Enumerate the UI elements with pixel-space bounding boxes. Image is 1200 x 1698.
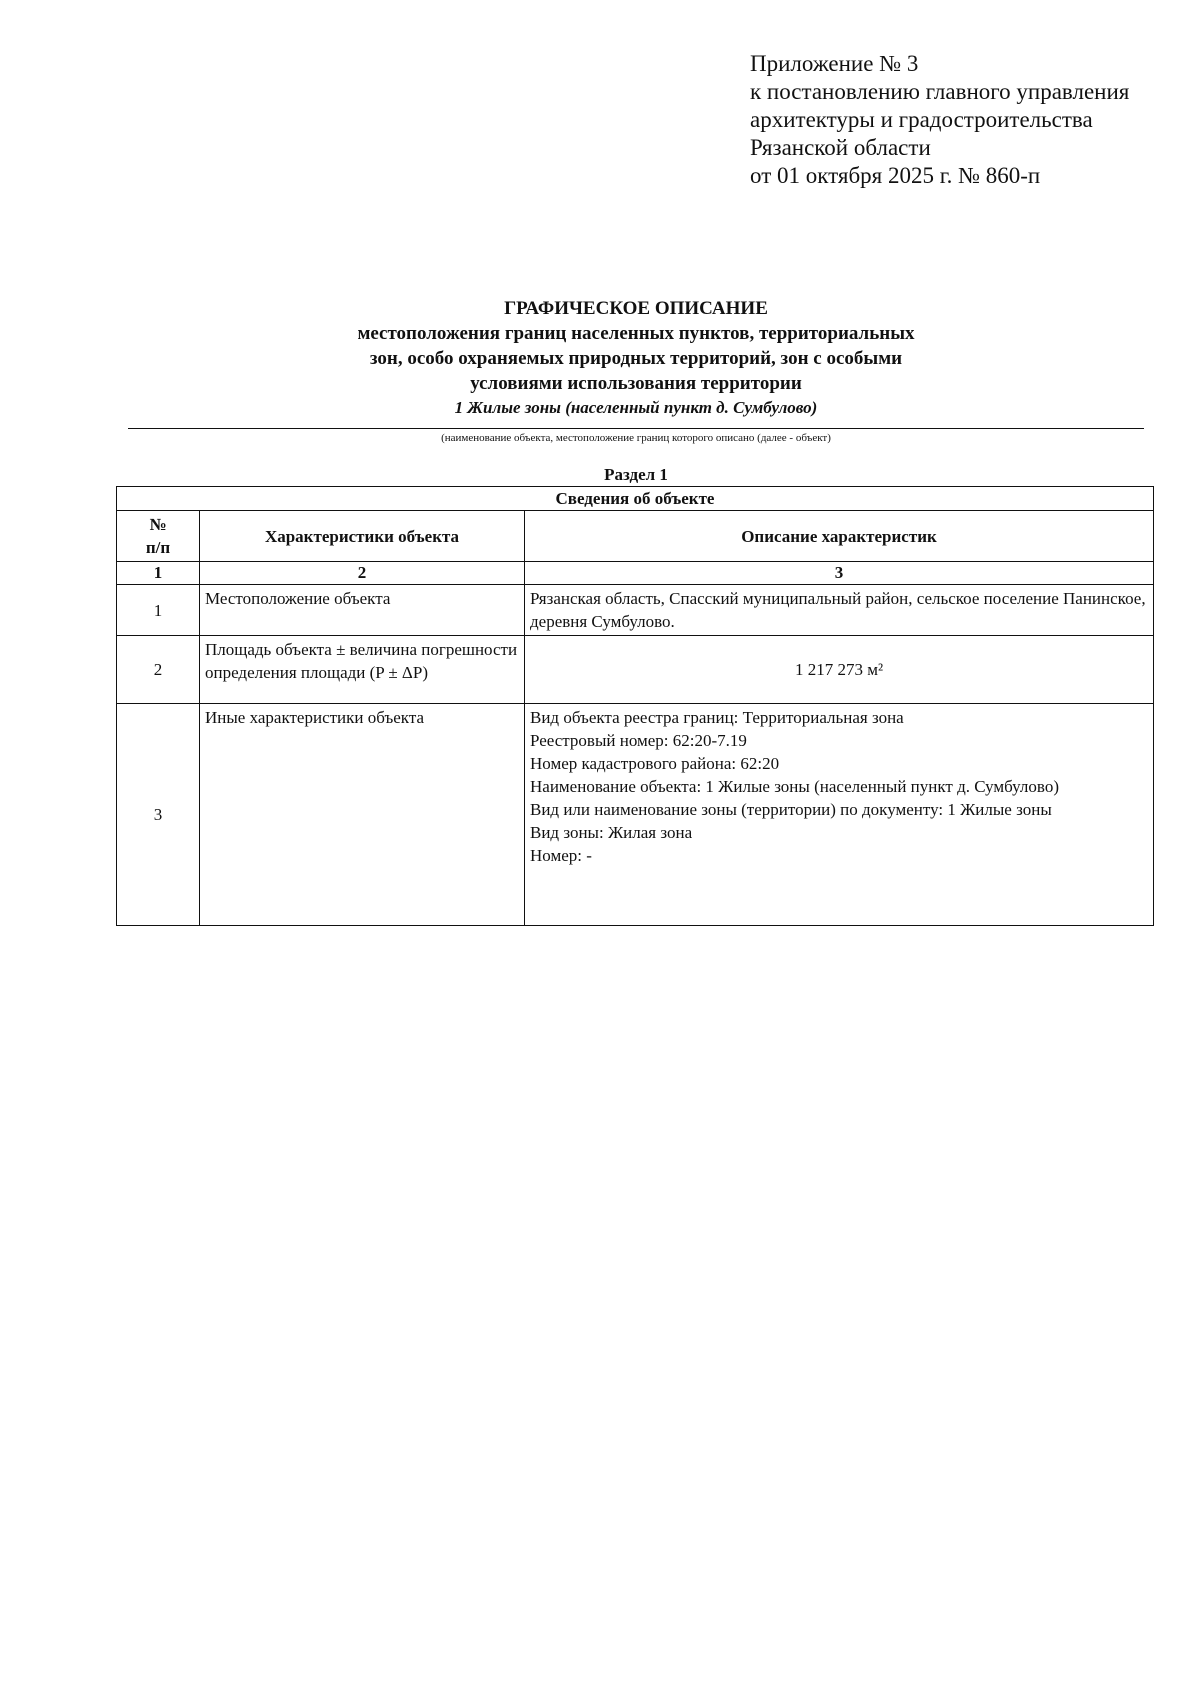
column-index: 2 — [200, 562, 525, 585]
appendix-line: Рязанской области — [750, 135, 931, 160]
object-name: 1 Жилые зоны (населенный пункт д. Сумбулово) — [454, 398, 818, 417]
object-info-table — [116, 486, 1154, 926]
row-num: 1 — [117, 585, 200, 636]
description-line: Номер кадастрового района: 62:20 — [530, 754, 780, 773]
area-value: 1 217 273 м² — [794, 660, 884, 679]
row-description — [525, 636, 1154, 704]
description-line: Вид зоны: Жилая зона — [530, 823, 693, 842]
document-title: ГРАФИЧЕСКОЕ ОПИСАНИЕ — [504, 298, 768, 319]
table-row — [117, 585, 1154, 636]
description-line: Номер: - — [530, 846, 592, 865]
row-description — [525, 585, 1154, 636]
row-characteristic: Местоположение объекта — [200, 585, 525, 636]
header-num-line1: № — [149, 515, 167, 534]
row-characteristic: Иные характеристики объекта — [200, 704, 525, 926]
row-num: 2 — [117, 636, 200, 704]
object-name-hint: (наименование объекта, местоположение границ которого описано (далее - объект) — [441, 432, 831, 444]
table-caption-row — [117, 487, 1154, 511]
header-characteristic: Характеристики объекта — [200, 511, 525, 562]
section-title: Раздел 1 — [604, 465, 668, 484]
appendix-line: архитектуры и градостроительства — [750, 107, 1093, 132]
document-subtitle-line: местоположения границ населенных пунктов, территориальных — [357, 323, 915, 344]
column-index-row — [117, 562, 1154, 585]
appendix-line: к постановлению главного управления — [750, 79, 1130, 104]
object-name-underline — [128, 428, 1144, 429]
description-line: Рязанская область, Спасский муниципальный район, сельское поселение Панинское, деревня Сумбулово. — [530, 589, 1146, 631]
appendix-header — [750, 50, 1170, 190]
document-subtitle-line: зон, особо охраняемых природных территорий, зон с особыми — [369, 348, 903, 369]
table-row — [117, 636, 1154, 704]
header-num-line2: п/п — [145, 538, 171, 557]
header-description: Описание характеристик — [525, 511, 1154, 562]
description-line: Реестровый номер: 62:20-7.19 — [530, 731, 747, 750]
column-index: 1 — [117, 562, 200, 585]
document-title-block — [128, 296, 1144, 419]
description-line: Вид объекта реестра границ: Территориальная зона — [530, 708, 904, 727]
document-subtitle-line: условиями использования территории — [470, 373, 802, 394]
column-index: 3 — [525, 562, 1154, 585]
appendix-line: Приложение № 3 — [750, 51, 919, 76]
table-header-row — [117, 511, 1154, 562]
description-line: Вид или наименование зоны (территории) по документу: 1 Жилые зоны — [530, 800, 1052, 819]
table-caption: Сведения об объекте — [117, 487, 1154, 511]
row-description — [525, 704, 1154, 926]
description-line: Наименование объекта: 1 Жилые зоны (населенный пункт д. Сумбулово) — [530, 777, 1059, 796]
appendix-line: от 01 октября 2025 г. № 860-п — [750, 163, 1041, 188]
row-characteristic: Площадь объекта ± величина погрешности определения площади (P ± ΔP) — [200, 636, 525, 704]
row-num: 3 — [117, 704, 200, 926]
table-row — [117, 704, 1154, 926]
header-num — [117, 511, 200, 562]
